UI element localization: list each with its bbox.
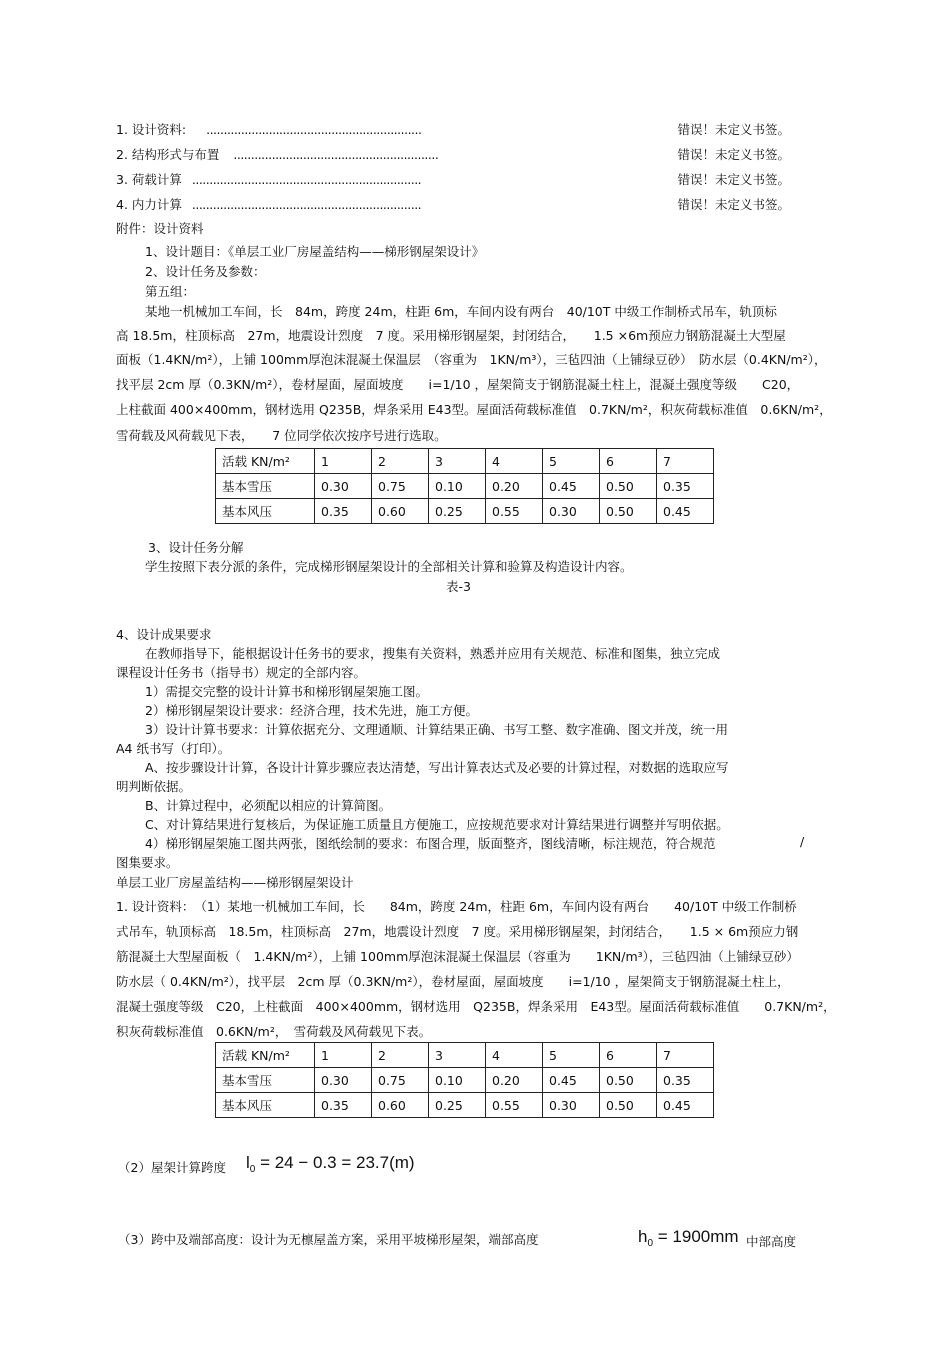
height-equation: $h_0 = 1900mm$: [638, 1227, 739, 1249]
paragraph-line: 防水层（ 0.4KN/m²），找平层 2cm 厚（0.3KN/m²），卷材屋面，屋面坡度 i=1/10 ，屋架简支于钢筋混凝土柱上，: [116, 974, 790, 989]
toc-status: 错误！未定义书签。: [677, 122, 790, 137]
toc-row[interactable]: [116, 170, 790, 188]
table-cell: 4: [486, 1043, 543, 1068]
table-cell: 0.60: [372, 1093, 429, 1118]
toc-row[interactable]: [116, 145, 790, 163]
table-cell: 0.35: [657, 1068, 714, 1093]
paragraph-line: 高 18.5m，柱顶标高 27m，地震设计烈度 7 度。采用梯形钢屋架，封闭结合， 1.5 ×6m预应力钢筋混凝土大型屋: [116, 328, 786, 343]
table-row: [216, 474, 714, 499]
paragraph-line: 积灰荷载标准值 0.6KN/m²， 雪荷载及风荷载见下表。: [116, 1024, 432, 1039]
table-cell: 3: [429, 1043, 486, 1068]
paragraph-line: 课程设计任务书（指导书）规定的全部内容。: [116, 665, 367, 680]
toc-label: 4. 内力计算 ..................................................................: [116, 197, 422, 212]
table-cell: 活载 KN/m²: [216, 1043, 315, 1068]
main-title: 单层工业厂房屋盖结构——梯形钢屋架设计: [116, 875, 354, 890]
table-cell: 0.30: [315, 474, 372, 499]
table-cell: 0.60: [372, 499, 429, 524]
paragraph-line: 上柱截面 400×400mm，钢材选用 Q235B，焊条采用 E43型。屋面活荷载标准值 0.7KN/m²，积灰荷载标准值 0.6KN/m²，: [116, 402, 832, 417]
table-cell: 1: [315, 1043, 372, 1068]
paragraph-line: 雪荷载及风荷载见下表， 7 位同学依次按序号进行选取。: [116, 428, 447, 443]
table-caption: 表-3: [446, 579, 471, 594]
table-cell: 0.50: [600, 474, 657, 499]
table-row: [216, 1068, 714, 1093]
table-cell: 活载 KN/m²: [216, 449, 315, 474]
group-label: 第五组：: [145, 284, 196, 299]
paragraph-line: A、按步骤设计计算，各设计计算步骤应表达清楚，写出计算表达式及必要的计算过程，对数据的选取应写: [145, 760, 729, 775]
paragraph-line: C、对计算结果进行复核后，为保证施工质量且方便施工，应按规范要求对计算结果进行调整并写明依据。: [145, 817, 729, 832]
table-cell: 4: [486, 449, 543, 474]
table-cell: 5: [543, 449, 600, 474]
paragraph-line: 明判断依据。: [116, 779, 192, 794]
paragraph-line: B、计算过程中，必须配以相应的计算简图。: [145, 798, 392, 813]
table-cell: 1: [315, 449, 372, 474]
load-table: [215, 448, 714, 524]
table-cell: 2: [372, 1043, 429, 1068]
paragraph-line: 式吊车，轨顶标高 18.5m，柱顶标高 27m，地震设计烈度 7 度。采用梯形钢屋架，封闭结合， 1.5 × 6m预应力钢: [116, 924, 799, 939]
paragraph-line: 找平层 2cm 厚（0.3KN/m²），卷材屋面，屋面坡度 i=1/10 ，屋架简支于钢筋混凝土柱上，混凝土强度等级 C20，: [116, 377, 800, 392]
table-row: [216, 1093, 714, 1118]
table-cell: 0.50: [600, 1093, 657, 1118]
table-cell: 0.75: [372, 474, 429, 499]
table-cell: 0.45: [657, 499, 714, 524]
toc-label: 1. 设计资料: ..............................................................: [116, 122, 422, 137]
appendix-title: 附件：设计资料: [116, 221, 204, 236]
table-cell: 0.30: [315, 1068, 372, 1093]
paragraph-line: 某地一机械加工车间，长 84m，跨度 24m，柱距 6m，车间内设有两台 40/10T 中级工作制桥式吊车，轨顶标: [145, 304, 777, 319]
table-row: [216, 499, 714, 524]
table-cell: 3: [429, 449, 486, 474]
table-header-row: [216, 449, 714, 474]
paragraph-line: 2）梯形钢屋架设计要求：经济合理，技术先进，施工方便。: [145, 703, 478, 718]
table-cell: 0.75: [372, 1068, 429, 1093]
span-equation: $l_0 = 24 - 0.3 = 23.7(m)$: [246, 1153, 415, 1175]
section-1: 1、设计题目：《单层工业厂房屋盖结构——梯形钢屋架设计》: [145, 244, 485, 259]
paragraph-line: A4 纸书写（打印）。: [116, 741, 231, 756]
paragraph-line: 面板（1.4KN/m²），上铺 100mm厚泡沫混凝土保温层 （容重为 1KN/m³），三毡四油（上铺绿豆砂） 防水层（0.4KN/m²），: [116, 352, 827, 367]
section-2: 2、设计任务及参数：: [145, 264, 266, 279]
table-cell: 0.20: [486, 474, 543, 499]
table-cell: 基本风压: [216, 499, 315, 524]
paragraph-line: 1. 设计资料： （1）某地一机械加工车间，长 84m，跨度 24m，柱距 6m，车间内设有两台 40/10T 中级工作制桥: [116, 899, 797, 914]
table-cell: 0.30: [543, 499, 600, 524]
table-cell: 0.50: [600, 499, 657, 524]
toc-status: 错误！未定义书签。: [677, 172, 790, 187]
table-cell: 7: [657, 449, 714, 474]
load-table-2: [215, 1042, 714, 1118]
table-cell: 0.25: [429, 1093, 486, 1118]
toc-label: 2. 结构形式与布置 ...........................................................: [116, 147, 439, 162]
paragraph-line: 图集要求。: [116, 855, 179, 870]
toc-row[interactable]: [116, 195, 790, 213]
toc-row[interactable]: [116, 120, 790, 138]
table-cell: 基本雪压: [216, 474, 315, 499]
table-cell: 5: [543, 1043, 600, 1068]
table-cell: 0.45: [543, 1068, 600, 1093]
section-3-text: 学生按照下表分派的条件，完成梯形钢屋架设计的全部相关计算和验算及构造设计内容。: [145, 559, 633, 574]
toc-status: 错误！未定义书签。: [677, 147, 790, 162]
table-cell: 0.10: [429, 474, 486, 499]
table-header-row: [216, 1043, 714, 1068]
section-4: 4、设计成果要求: [116, 627, 212, 642]
section-3: 3、设计任务分解: [148, 540, 244, 555]
toc-label: 3. 荷载计算 ..................................................................: [116, 172, 422, 187]
span-label: （2）屋架计算跨度: [118, 1160, 226, 1175]
table-cell: 0.55: [486, 1093, 543, 1118]
table-cell: 2: [372, 449, 429, 474]
paragraph-line: 混凝土强度等级 C20，上柱截面 400×400mm，钢材选用 Q235B，焊条采用 E43型。屋面活荷载标准值 0.7KN/m²，: [116, 999, 836, 1014]
paragraph-slash: /: [800, 834, 805, 849]
table-cell: 0.35: [657, 474, 714, 499]
table-cell: 0.30: [543, 1093, 600, 1118]
table-cell: 基本雪压: [216, 1068, 315, 1093]
paragraph-line: 在教师指导下，能根据设计任务书的要求，搜集有关资料，熟悉并应用有关规范、标准和图集，独立完成: [145, 646, 721, 661]
table-cell: 0.35: [315, 499, 372, 524]
table-cell: 基本风压: [216, 1093, 315, 1118]
height-label: （3）跨中及端部高度：设计为无檩屋盖方案，采用平坡梯形屋架，端部高度: [118, 1232, 539, 1247]
table-cell: 7: [657, 1043, 714, 1068]
height-tail: 中部高度: [746, 1234, 797, 1249]
paragraph-line: 4）梯形钢屋架施工图共两张，图纸绘制的要求：布图合理，版面整齐，图线清晰，标注规范，符合规范: [145, 836, 716, 851]
table-cell: 0.25: [429, 499, 486, 524]
table-cell: 0.50: [600, 1068, 657, 1093]
table-cell: 0.20: [486, 1068, 543, 1093]
table-cell: 0.45: [657, 1093, 714, 1118]
paragraph-line: 3）设计计算书要求：计算依据充分、文理通顺、计算结果正确、书写工整、数字准确、图文并茂，统一用: [145, 722, 728, 737]
table-cell: 0.45: [543, 474, 600, 499]
table-cell: 0.35: [315, 1093, 372, 1118]
paragraph-line: 筋混凝土大型屋面板（ 1.4KN/m²），上铺 100mm厚泡沫混凝土保温层（容重为 1KN/m³），三毡四油（上铺绿豆砂）: [116, 949, 799, 964]
table-cell: 0.10: [429, 1068, 486, 1093]
table-cell: 0.55: [486, 499, 543, 524]
table-cell: 6: [600, 1043, 657, 1068]
paragraph-line: 1）需提交完整的设计计算书和梯形钢屋架施工图。: [145, 684, 428, 699]
toc-status: 错误！未定义书签。: [677, 197, 790, 212]
table-cell: 6: [600, 449, 657, 474]
